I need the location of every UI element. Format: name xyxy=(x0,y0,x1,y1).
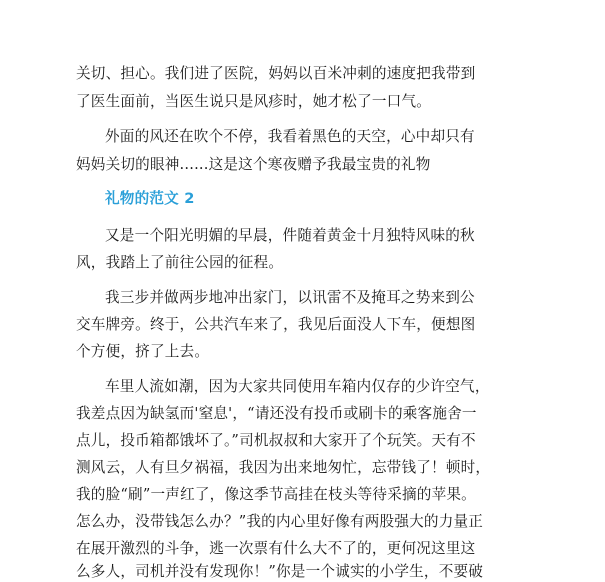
paragraph-line: 个方便，挤了上去。 xyxy=(76,343,210,360)
paragraph-line: 风，我踏上了前往公园的征程。 xyxy=(76,254,284,271)
paragraph-line: 外面的风还在吹个不停，我看着黑色的天空，心中却只有 xyxy=(105,128,475,145)
paragraph-line: 交车牌旁。终于，公共汽车来了，我见后面没人下车，便想图 xyxy=(76,316,476,333)
paragraph-line: 么多人，司机并没有发现你！”你是一个诚实的小学生，不要破 xyxy=(76,563,484,580)
paragraph-line: 怎么办，没带钱怎么办？”我的内心里好像有两股强大的力量正 xyxy=(76,513,484,530)
paragraph-line: 妈妈关切的眼神......这是这个寒夜赠予我最宝贵的礼物 xyxy=(76,156,431,173)
paragraph-line: 点儿，投币箱都饿坏了。”司机叔叔和大家开了个玩笑。天有不 xyxy=(76,432,476,449)
paragraph-line: 车里人流如潮，因为大家共同使用车箱内仅存的少许空气， xyxy=(105,378,490,395)
paragraph-line: 我三步并做两步地冲出家门，以讯雷不及掩耳之势来到公 xyxy=(105,289,475,306)
section-heading: 礼物的范文 2 xyxy=(105,190,195,207)
paragraph-line: 了医生面前，当医生说只是风疹时，她才松了一口气。 xyxy=(76,93,432,110)
paragraph-line: 我的脸“刷”一声红了，像这季节高挂在枝头等待采摘的苹果。 xyxy=(76,486,476,503)
paragraph-line: 在展开激烈的斗争，逃一次票有什么大不了的，更何况这里这 xyxy=(76,540,476,557)
paragraph-line: 又是一个阳光明媚的早晨，件随着黄金十月独特风味的秋 xyxy=(105,227,475,244)
paragraph-line: 测风云，人有旦夕祸福，我因为出来地匆忙，忘带钱了！顿时， xyxy=(76,459,491,476)
paragraph-line: 关切、担心。我们进了医院，妈妈以百米冲刺的速度把我带到 xyxy=(76,65,476,82)
paragraph-line: 我差点因为缺氢而'窒息'，“请还没有投币或刷卡的乘客施舍一 xyxy=(76,405,477,422)
